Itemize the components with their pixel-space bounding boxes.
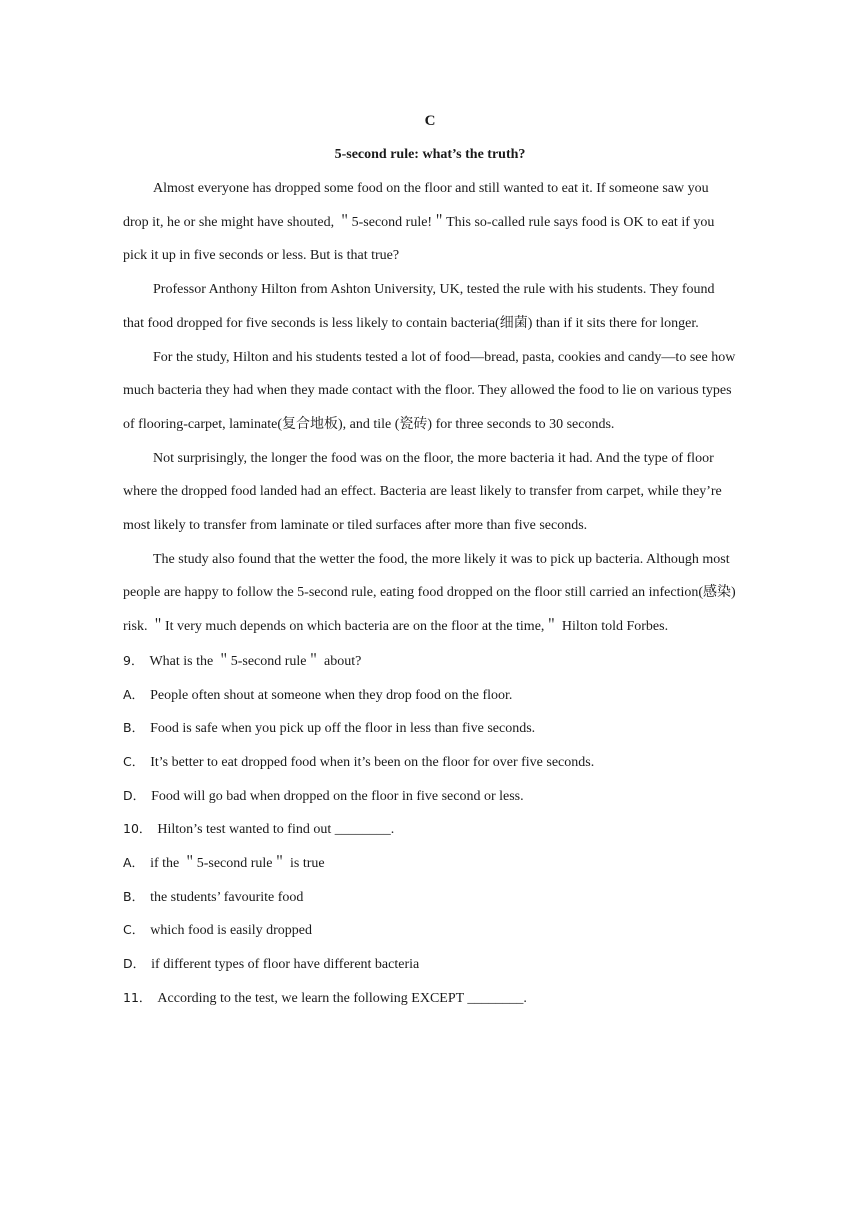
option-letter: A． — [123, 686, 145, 702]
question-number: 11． — [123, 989, 152, 1005]
option-d — [123, 779, 737, 813]
option-d — [123, 947, 737, 981]
question-text: According to the test, we learn the following EXCEPT ________. — [157, 990, 527, 1006]
option-b — [123, 880, 737, 914]
option-text: Food will go bad when dropped on the floor in five second or less. — [151, 788, 524, 804]
option-text: which food is easily dropped — [150, 923, 312, 939]
question-10 — [123, 812, 737, 980]
question-text: Hilton’s test wanted to find out ________. — [157, 822, 395, 838]
option-text: Food is safe when you pick up off the floor in less than five seconds. — [150, 721, 536, 737]
question-11 — [123, 981, 737, 1015]
option-letter: B． — [123, 720, 145, 736]
section-letter: C — [424, 113, 436, 129]
paragraph-3: For the study, Hilton and his students tested a lot of food—bread, pasta, cookies and candy—to see how much bacteria they had when they made contact with the floor. They allowed the food to lie on various types of flooring-carpet, laminate(复合地板), and tile (瓷砖) for three seconds to 30 seconds. — [123, 349, 736, 432]
option-letter: C． — [123, 753, 145, 769]
option-text: if different types of floor have different bacteria — [151, 957, 420, 973]
question-number: 9． — [123, 652, 144, 668]
question-number: 10． — [123, 821, 152, 837]
option-text: It’s better to eat dropped food when it’s been on the floor for over five seconds. — [150, 754, 595, 770]
question-stem — [123, 981, 737, 1015]
option-a — [123, 846, 737, 880]
option-text: if the ＂5-second rule＂ is true — [150, 855, 325, 871]
option-text: the students’ favourite food — [150, 889, 304, 905]
option-letter: D． — [123, 956, 146, 972]
option-letter: A． — [123, 854, 145, 870]
question-stem — [123, 644, 737, 678]
paragraph-2: Professor Anthony Hilton from Ashton University, UK, tested the rule with his students. They found that food dropped for five seconds is less likely to contain bacteria(细菌) than if it sits there for longer. — [123, 282, 715, 331]
option-letter: D． — [123, 787, 146, 803]
question-stem — [123, 812, 737, 846]
option-c — [123, 745, 737, 779]
question-text: What is the ＂5-second rule＂ about? — [149, 653, 362, 669]
document-page — [123, 104, 737, 1014]
paragraph-1: Almost everyone has dropped some food on the floor and still wanted to eat it. If someone saw you drop it, he or she might have shouted, ＂5-second rule!＂This so-called rule says food is OK to eat if you pick it up in five seconds or less. But is that true? — [123, 181, 715, 264]
passage-title: 5-second rule: what’s the truth? — [334, 147, 526, 162]
paragraph-5: The study also found that the wetter the food, the more likely it was to pick up bacteria. Although most people are happy to follow the 5-second rule, eating food dropped on the floor still carried an infection(感染) risk. ＂It very much depends on which bacteria are on the floor at the time,＂ Hilton told Forbes. — [123, 551, 736, 635]
option-b — [123, 711, 737, 745]
option-text: People often shout at someone when they drop food on the floor. — [150, 687, 513, 703]
option-letter: C． — [123, 922, 145, 938]
option-c — [123, 913, 737, 947]
option-letter: B． — [123, 888, 145, 904]
question-9 — [123, 644, 737, 812]
paragraph-4: Not surprisingly, the longer the food was on the floor, the more bacteria it had. And the type of floor where the dropped food landed had an effect. Bacteria are least likely to transfer from carpet, while they’re most likely to transfer from laminate or tiled surfaces after more than five seconds. — [123, 450, 722, 534]
option-a — [123, 678, 737, 712]
